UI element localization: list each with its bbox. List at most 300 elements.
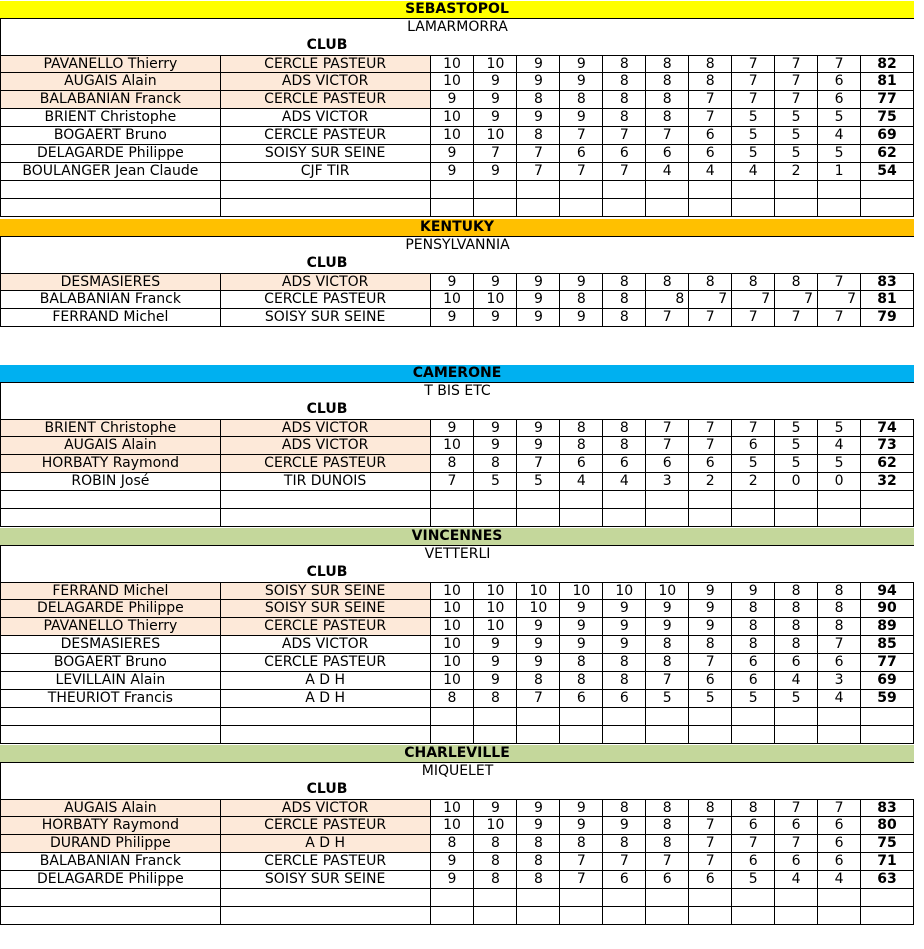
shooter-club: CERCLE PASTEUR: [221, 291, 431, 309]
score-cell: 7: [732, 73, 775, 91]
shooter-name: [0, 907, 221, 925]
total-score: 79: [861, 309, 914, 327]
score-cell: 7: [818, 291, 861, 309]
club-header-row: [0, 255, 914, 273]
score-cell: 10: [474, 817, 517, 835]
score-cell: 8: [646, 55, 689, 73]
score-cell: 10: [474, 582, 517, 600]
shooter-name: BALABANIAN Franck: [0, 291, 221, 309]
score-cell: 8: [689, 73, 732, 91]
score-cell: 7: [646, 672, 689, 690]
table-row: [0, 726, 914, 744]
score-cell: 9: [431, 145, 475, 163]
score-cell: 8: [560, 437, 603, 455]
score-cell: [517, 907, 560, 925]
score-cell: 8: [517, 91, 560, 109]
score-cell: 10: [431, 55, 475, 73]
section-title-vincennes: VINCENNES: [0, 528, 914, 546]
score-cell: 5: [732, 127, 775, 145]
total-score: 82: [861, 55, 914, 73]
table-row: [0, 708, 914, 726]
score-cell: 8: [560, 419, 603, 437]
score-cell: 7: [689, 309, 732, 327]
score-cell: 8: [603, 91, 646, 109]
score-cell: 7: [646, 419, 689, 437]
score-cell: 7: [517, 163, 560, 181]
score-cell: [517, 889, 560, 907]
total-score: [861, 491, 914, 509]
shooter-name: DESMASIERES: [0, 636, 221, 654]
score-cell: [732, 708, 775, 726]
total-score: 77: [861, 91, 914, 109]
shooter-club: CERCLE PASTEUR: [221, 455, 431, 473]
score-cell: [431, 889, 475, 907]
score-cell: [560, 509, 603, 527]
score-cell: 8: [732, 273, 775, 291]
table-row: [0, 291, 914, 309]
score-cell: 8: [775, 273, 818, 291]
score-cell: 9: [603, 600, 646, 618]
score-cell: [517, 726, 560, 744]
total-score: [861, 708, 914, 726]
total-score: 73: [861, 437, 914, 455]
score-cell: 10: [431, 654, 475, 672]
score-cell: 6: [689, 127, 732, 145]
score-cell: [431, 181, 475, 199]
table-row: [0, 181, 914, 199]
score-cell: [732, 491, 775, 509]
total-score: 75: [861, 109, 914, 127]
score-cell: 8: [603, 672, 646, 690]
score-cell: 9: [474, 309, 517, 327]
shooter-name: THEURIOT Francis: [0, 690, 221, 708]
score-cell: 8: [560, 291, 603, 309]
score-cell: 7: [818, 55, 861, 73]
score-cell: 8: [431, 455, 475, 473]
score-cell: 7: [431, 473, 475, 491]
shooter-club: A D H: [221, 672, 431, 690]
score-cell: 9: [517, 799, 560, 817]
score-cell: 8: [646, 109, 689, 127]
total-score: 75: [861, 835, 914, 853]
score-cell: [517, 509, 560, 527]
shooter-club: CERCLE PASTEUR: [221, 91, 431, 109]
shooter-club: [221, 199, 431, 217]
total-score: 77: [861, 654, 914, 672]
score-cell: 9: [474, 437, 517, 455]
score-cell: 9: [517, 419, 560, 437]
score-cell: 7: [689, 91, 732, 109]
score-cell: [603, 199, 646, 217]
shooter-club: [221, 726, 431, 744]
score-cell: 6: [560, 455, 603, 473]
total-score: 83: [861, 799, 914, 817]
score-cell: 10: [431, 817, 475, 835]
score-cell: 7: [646, 309, 689, 327]
score-cell: 6: [689, 455, 732, 473]
score-cell: 7: [646, 127, 689, 145]
score-cell: 8: [775, 618, 818, 636]
score-cell: 6: [732, 853, 775, 871]
shooter-club: ADS VICTOR: [221, 419, 431, 437]
score-cell: 8: [603, 437, 646, 455]
score-cell: 9: [431, 853, 475, 871]
shooter-name: [0, 199, 221, 217]
score-cell: [689, 889, 732, 907]
score-cell: 10: [431, 618, 475, 636]
score-cell: 10: [603, 582, 646, 600]
total-score: 89: [861, 618, 914, 636]
score-cell: [431, 509, 475, 527]
shooter-club: CERCLE PASTEUR: [221, 127, 431, 145]
score-cell: 6: [775, 853, 818, 871]
score-cell: 4: [646, 163, 689, 181]
shooter-club: TIR DUNOIS: [221, 473, 431, 491]
score-cell: 9: [517, 273, 560, 291]
score-cell: 4: [818, 437, 861, 455]
score-cell: 9: [603, 618, 646, 636]
score-cell: [517, 199, 560, 217]
score-cell: 6: [732, 817, 775, 835]
score-cell: [517, 491, 560, 509]
score-cell: 6: [775, 817, 818, 835]
score-cell: [603, 491, 646, 509]
score-cell: 5: [775, 145, 818, 163]
score-cell: 9: [474, 273, 517, 291]
score-cell: [689, 509, 732, 527]
score-cell: 6: [560, 145, 603, 163]
total-score: 63: [861, 871, 914, 889]
score-cell: 8: [474, 690, 517, 708]
score-cell: [560, 491, 603, 509]
table-row: [0, 654, 914, 672]
score-cell: 2: [775, 163, 818, 181]
total-score: [861, 907, 914, 925]
shooter-name: [0, 889, 221, 907]
score-cell: 10: [474, 291, 517, 309]
score-cell: 4: [775, 672, 818, 690]
shooter-club: ADS VICTOR: [221, 109, 431, 127]
score-cell: [560, 708, 603, 726]
score-cell: 8: [775, 636, 818, 654]
score-cell: [431, 907, 475, 925]
shooter-club: [221, 907, 431, 925]
score-cell: 8: [517, 672, 560, 690]
score-cell: 5: [775, 690, 818, 708]
score-cell: 7: [474, 145, 517, 163]
table-row: [0, 273, 914, 291]
shooter-name: HORBATY Raymond: [0, 817, 221, 835]
score-cell: 7: [517, 690, 560, 708]
shooter-club: CERCLE PASTEUR: [221, 853, 431, 871]
shooter-club: A D H: [221, 835, 431, 853]
total-score: [861, 726, 914, 744]
score-cell: 7: [560, 853, 603, 871]
score-cell: 8: [818, 582, 861, 600]
score-cell: 8: [474, 853, 517, 871]
score-cell: [560, 889, 603, 907]
score-cell: 4: [818, 127, 861, 145]
section-title-camerone: CAMERONE: [0, 365, 914, 383]
score-cell: 9: [517, 55, 560, 73]
club-column-header: CLUB: [306, 37, 348, 53]
table-row: [0, 455, 914, 473]
score-cell: 9: [431, 419, 475, 437]
score-cell: 8: [732, 636, 775, 654]
score-cell: 9: [560, 618, 603, 636]
score-cell: [818, 726, 861, 744]
score-cell: 6: [646, 455, 689, 473]
shooter-name: AUGAIS Alain: [0, 799, 221, 817]
total-score: 85: [861, 636, 914, 654]
score-cell: 9: [560, 817, 603, 835]
score-cell: 7: [818, 309, 861, 327]
score-cell: 6: [732, 672, 775, 690]
score-cell: [603, 708, 646, 726]
score-cell: 8: [517, 871, 560, 889]
score-cell: [603, 181, 646, 199]
score-cell: 9: [517, 73, 560, 91]
score-cell: 9: [431, 309, 475, 327]
score-cell: 7: [689, 109, 732, 127]
score-cell: 6: [818, 91, 861, 109]
score-cell: 8: [818, 618, 861, 636]
score-cell: 5: [732, 871, 775, 889]
score-cell: 8: [818, 600, 861, 618]
shooter-club: [221, 708, 431, 726]
shooter-name: BOGAERT Bruno: [0, 654, 221, 672]
score-cell: 8: [560, 672, 603, 690]
score-cell: 8: [517, 853, 560, 871]
club-column-header: CLUB: [306, 401, 348, 417]
score-cell: [732, 509, 775, 527]
table-row: [0, 871, 914, 889]
score-cell: [689, 199, 732, 217]
score-cell: 9: [517, 817, 560, 835]
table-row: [0, 509, 914, 527]
score-cell: 8: [732, 600, 775, 618]
score-cell: 4: [818, 690, 861, 708]
club-header-row: [0, 37, 914, 55]
score-cell: 7: [560, 871, 603, 889]
score-cell: 5: [732, 145, 775, 163]
score-cell: 10: [431, 600, 475, 618]
shooter-name: BRIENT Christophe: [0, 419, 221, 437]
score-cell: 8: [689, 799, 732, 817]
shooter-club: SOISY SUR SEINE: [221, 309, 431, 327]
table-row: [0, 73, 914, 91]
score-cell: 8: [646, 817, 689, 835]
table-row: [0, 799, 914, 817]
score-cell: 9: [560, 273, 603, 291]
score-cell: 3: [646, 473, 689, 491]
score-cell: 9: [431, 91, 475, 109]
shooter-name: ROBIN José: [0, 473, 221, 491]
score-cell: 6: [560, 690, 603, 708]
score-cell: 5: [818, 145, 861, 163]
score-cell: 7: [775, 55, 818, 73]
club-column-header: CLUB: [306, 255, 348, 271]
score-cell: 9: [517, 309, 560, 327]
score-cell: 4: [689, 163, 732, 181]
table-row: [0, 199, 914, 217]
score-cell: [732, 907, 775, 925]
score-cell: 7: [646, 853, 689, 871]
table-row: [0, 145, 914, 163]
score-cell: 5: [775, 419, 818, 437]
score-cell: 9: [646, 618, 689, 636]
score-cell: [646, 491, 689, 509]
total-score: [861, 889, 914, 907]
shooter-name: [0, 491, 221, 509]
score-cell: 8: [689, 273, 732, 291]
score-cell: 4: [560, 473, 603, 491]
score-cell: [646, 889, 689, 907]
score-cell: 9: [474, 163, 517, 181]
score-cell: 6: [732, 437, 775, 455]
score-cell: 5: [775, 109, 818, 127]
club-header-row: [0, 401, 914, 419]
shooter-club: [221, 889, 431, 907]
score-cell: 8: [689, 55, 732, 73]
score-cell: 3: [818, 672, 861, 690]
score-cell: 2: [732, 473, 775, 491]
score-cell: 6: [775, 654, 818, 672]
score-cell: 6: [603, 145, 646, 163]
score-cell: 9: [732, 582, 775, 600]
shooter-name: LEVILLAIN Alain: [0, 672, 221, 690]
score-cell: 9: [517, 291, 560, 309]
score-cell: 5: [775, 455, 818, 473]
score-cell: 5: [646, 690, 689, 708]
score-cell: 7: [560, 163, 603, 181]
score-cell: 6: [818, 835, 861, 853]
table-row: [0, 91, 914, 109]
table-row: [0, 618, 914, 636]
score-cell: 7: [775, 799, 818, 817]
score-cell: 7: [517, 145, 560, 163]
score-cell: 9: [474, 672, 517, 690]
score-cell: 6: [818, 817, 861, 835]
total-score: 74: [861, 419, 914, 437]
section-title-charleville: CHARLEVILLE: [0, 745, 914, 763]
score-cell: 7: [732, 91, 775, 109]
shooter-name: BALABANIAN Franck: [0, 853, 221, 871]
shooter-club: CERCLE PASTEUR: [221, 817, 431, 835]
score-cell: 6: [646, 871, 689, 889]
score-cell: [732, 889, 775, 907]
score-cell: [818, 907, 861, 925]
score-cell: 5: [775, 127, 818, 145]
total-score: 69: [861, 127, 914, 145]
shooter-name: DESMASIERES: [0, 273, 221, 291]
score-cell: [603, 907, 646, 925]
score-cell: 7: [689, 654, 732, 672]
score-cell: 9: [517, 636, 560, 654]
total-score: [861, 181, 914, 199]
score-cell: [689, 907, 732, 925]
score-cell: [818, 199, 861, 217]
score-cell: [775, 491, 818, 509]
score-cell: [474, 509, 517, 527]
score-cell: 9: [431, 871, 475, 889]
score-cell: 0: [818, 473, 861, 491]
score-cell: 7: [560, 127, 603, 145]
score-cell: 8: [603, 654, 646, 672]
score-cell: 7: [818, 273, 861, 291]
shooter-name: DURAND Philippe: [0, 835, 221, 853]
score-cell: [646, 907, 689, 925]
score-cell: 10: [646, 582, 689, 600]
score-cell: 8: [603, 109, 646, 127]
shooter-club: [221, 509, 431, 527]
score-cell: 8: [517, 127, 560, 145]
score-cell: 6: [818, 654, 861, 672]
shooter-name: BOGAERT Bruno: [0, 127, 221, 145]
score-cell: 5: [818, 455, 861, 473]
score-cell: [818, 491, 861, 509]
shooter-club: [221, 491, 431, 509]
score-cell: 9: [560, 600, 603, 618]
shooter-club: A D H: [221, 690, 431, 708]
total-score: 54: [861, 163, 914, 181]
total-score: 80: [861, 817, 914, 835]
shooter-name: [0, 509, 221, 527]
score-cell: [732, 199, 775, 217]
score-cell: [818, 509, 861, 527]
score-cell: [775, 509, 818, 527]
score-cell: 7: [818, 636, 861, 654]
score-cell: 1: [818, 163, 861, 181]
score-cell: 8: [603, 835, 646, 853]
total-score: [861, 509, 914, 527]
score-cell: 8: [560, 91, 603, 109]
total-score: 94: [861, 582, 914, 600]
shooter-club: CERCLE PASTEUR: [221, 618, 431, 636]
score-cell: 5: [732, 690, 775, 708]
score-cell: 8: [603, 273, 646, 291]
score-cell: 7: [732, 835, 775, 853]
shooter-name: HORBATY Raymond: [0, 455, 221, 473]
table-row: [0, 127, 914, 145]
score-cell: 7: [775, 91, 818, 109]
shooter-club: SOISY SUR SEINE: [221, 145, 431, 163]
score-cell: 7: [775, 309, 818, 327]
score-cell: 8: [603, 309, 646, 327]
score-cell: 10: [474, 600, 517, 618]
table-row: [0, 163, 914, 181]
club-column-header: CLUB: [306, 564, 348, 580]
score-cell: [689, 726, 732, 744]
shooter-name: AUGAIS Alain: [0, 73, 221, 91]
score-cell: [775, 708, 818, 726]
score-cell: 9: [431, 163, 475, 181]
score-cell: 7: [603, 127, 646, 145]
section-subtitle: LAMARMORRA: [0, 19, 914, 37]
score-cell: 9: [689, 582, 732, 600]
score-cell: 9: [517, 618, 560, 636]
score-cell: [474, 889, 517, 907]
score-cell: 6: [603, 455, 646, 473]
score-cell: 9: [560, 109, 603, 127]
score-cell: 7: [775, 291, 818, 309]
score-cell: 4: [818, 871, 861, 889]
score-cell: [775, 889, 818, 907]
score-cell: 10: [431, 73, 475, 91]
score-cell: [560, 199, 603, 217]
score-cell: 10: [431, 109, 475, 127]
shooter-name: [0, 708, 221, 726]
